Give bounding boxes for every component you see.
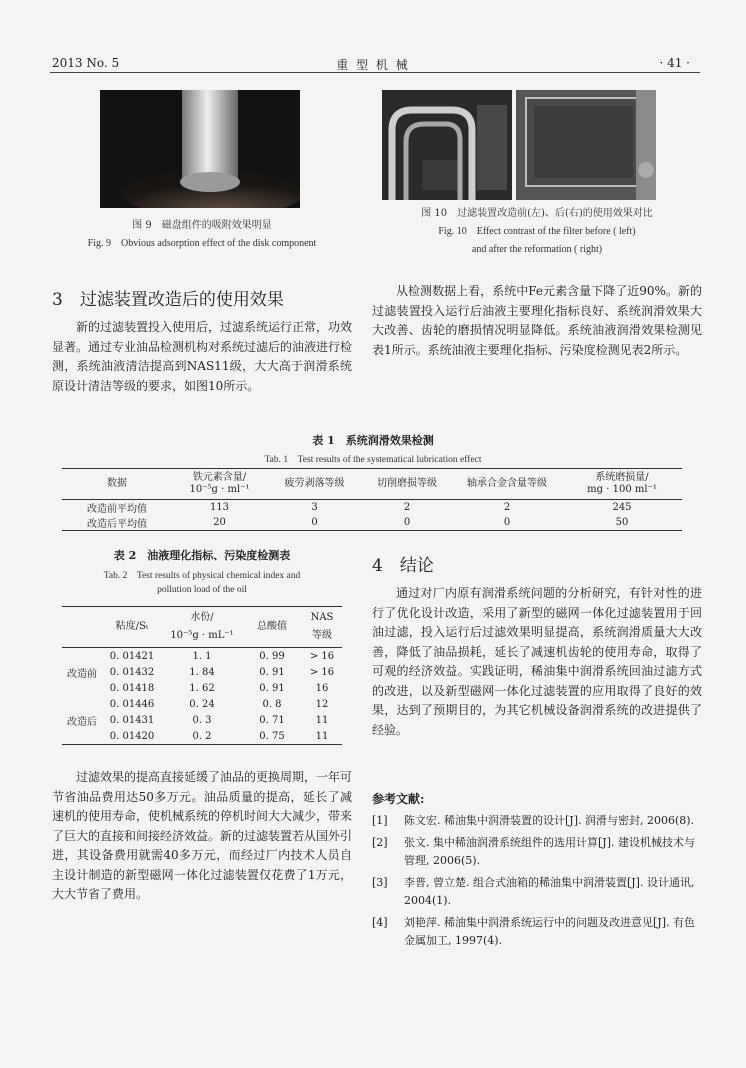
table-2-cell: 0. 01432 [109,666,155,678]
table-2-cell: 0. 91 [259,682,285,694]
table-row [62,515,682,531]
table-2-title-en-line1: Tab. 2 Test results of physical chemical index and [103,571,301,581]
table-2-header-water-line2: 10⁻⁵g · mL⁻¹ [170,630,234,641]
table-1-cell: 2 [503,502,511,513]
figure-10-photo-before [382,90,512,200]
table-1-header-row [62,469,682,500]
table-1-header-wear [562,469,682,500]
table-1-cell: 3 [311,502,318,513]
table-2-cell: 0. 75 [259,730,285,742]
figure-10-caption-en-line1: Fig. 10 Effect contrast of the filter before ( left) [438,226,636,237]
table-2-cell: 0. 71 [259,714,285,726]
table-2-header-viscosity: 粘度/Sₜ [115,621,149,632]
table-1-cell: 50 [615,517,629,528]
table-2-cell: 0. 01446 [109,698,155,710]
table-row [62,648,342,665]
table-2-cell: 1. 1 [192,650,212,662]
table-row [62,500,682,516]
section-3-heading: 3 过滤装置改造后的使用效果 [52,290,284,310]
table-row [62,664,342,680]
figure-10-after-image [516,90,656,200]
table-2-header-row [62,607,342,648]
section-4-heading: 4 结论 [372,556,434,576]
reference-text: 陈文宏. 稀油集中润滑装置的设计[J]. 润滑与密封, 2006(8). [404,814,695,827]
figure-10-before-image [382,90,512,200]
table-2-header-nas-line1: NAS [310,612,334,623]
list-item [372,874,702,910]
table-1-header-wear-line1: 系统磨损量/ [595,472,649,483]
table-2-cell: > 16 [309,650,335,662]
table-1-cell: 113 [209,502,230,513]
table-1-cell: 0 [311,517,318,528]
journal-name: 重 型 机 械 [336,58,410,72]
table-2-cell: 0. 01431 [109,714,155,726]
table-1-header-cutting: 切削磨损等级 [377,478,437,489]
table-row [62,712,342,728]
figure-9-caption-en: Fig. 9 Obvious adsorption effect of the disk component [87,238,317,249]
reference-number: [1] [372,814,388,827]
figure-10-caption-cn: 图 10 过滤装置改造前(左)、后(右)的使用效果对比 [421,208,653,219]
table-2-title-en-line2: pollution load of the oil [157,585,247,595]
table-1-cell: 2 [403,502,411,513]
reference-text: 刘艳萍. 稀油集中润滑系统运行中的问题及改进意见[J]. 有色金属加工, 1997(4). [404,916,695,947]
section-3-paragraph-3: 过滤效果的提高直接延缓了油品的更换周期，一年可节省油品费用达50多万元。油品质量的提高，延长了减速机的使用寿命，使机械系统的停机时间大大减少，带来了巨大的直接和间接经济效益。新的过滤装置若从国外引进，其设备费用就需40多万元，而经过厂内技术人员自主设计制造的新型磁网一体化过滤装置仅花费了1万元，大大节省了费用。 [52,770,353,901]
table-2-cell: 0. 91 [259,666,285,678]
table-row [62,696,342,712]
table-1-header-fe-line1: 铁元素含量/ [192,472,247,483]
reference-number: [4] [372,916,388,929]
figure-10-caption-en-line2: and after the reformation ( right) [471,244,603,255]
table-2-cell: 0. 8 [262,698,282,710]
table-2-header-nas-line2: 等级 [312,630,332,641]
table-1-cell: 0 [503,517,511,528]
table-1-cell: 改造前平均值 [87,504,147,515]
list-item [372,834,702,870]
section-4-paragraph: 通过对厂内原有润滑系统问题的分析研究，有针对性的进行了优化设计改造，采用了新型的磁网一体化过滤装置用于回油过滤，投入运行后过滤效果明显提高，系统润滑质量大大改善，降低了油品损耗，延长了减速机齿轮的使用寿命，取得了可观的经济效益。实践证明，稀油集中润滑系统回油过滤方式的改进，以及新型磁网一体化过滤装置的应用取得了良好的效果，达到了预期目的，为其它机械设备润滑系统的改进提供了经验。 [372,586,702,737]
table-1-header-fatigue: 疲劳剥落等级 [284,478,345,489]
table-2-cell: 0. 3 [192,714,212,726]
references-heading: 参考文献: [372,792,425,806]
table-2-cell: 16 [315,682,329,694]
table-2-header-acid: 总酸值 [257,621,287,632]
table-1-header-wear-line2: mg · 100 ml⁻¹ [587,484,657,495]
table-2-cell: 0. 2 [192,730,212,742]
table-2-title-cn: 表 2 油液理化指标、污染度检测表 [113,549,291,562]
table-2-header-water [162,607,242,648]
table-1-header-fe [172,469,267,500]
table-1-header-fe-line2: 10⁻⁵g · ml⁻¹ [189,484,250,495]
section-3-paragraph-1: 新的过滤装置投入使用后，过滤系统运行正常，功效显著。通过专业油品检测机构对系统过滤后的油液进行检测，系统油液清洁提高到NAS11级，大大高于润滑系统原设计清洁等级的要求，如图10所示。 [52,320,353,393]
table-2-cell: 0. 99 [259,650,285,662]
table-1 [62,468,682,531]
table-2-group-after: 改造后 [67,716,97,728]
references [372,790,702,954]
reference-number: [2] [372,836,388,849]
reference-number: [3] [372,876,388,889]
table-2 [62,606,342,745]
reference-text: 张文. 集中稀油润滑系统组件的选用计算[J]. 建设机械技术与管理, 2006(5). [404,836,695,867]
table-2-header-water-line1: 水份/ [190,612,214,623]
table-1-cell: 改造后平均值 [87,519,147,530]
journal-issue: 2013 No. 5 [52,56,120,70]
table-2-header-nas [302,607,342,648]
table-1-cell: 20 [213,517,226,528]
table-1-cell: 245 [612,502,632,513]
table-1-header-data: 数据 [107,478,127,489]
page-number: · 41 · [659,56,690,70]
figure-9-caption-cn: 图 9 磁盘组件的吸附效果明显 [132,220,272,231]
table-1-header-bearing: 轴承合金含量等级 [467,478,547,489]
header-rule [50,72,700,73]
table-2-cell: 1. 84 [189,666,215,678]
table-2-cell: 0. 01420 [109,730,155,742]
table-2-cell: 0. 01421 [109,650,155,662]
list-item [372,812,702,830]
table-row [62,728,342,745]
table-2-cell: 1. 62 [189,682,215,694]
table-1-cell: 0 [403,517,411,528]
table-1-title-cn: 表 1 系统润滑效果检测 [312,434,434,447]
table-2-cell: 0. 24 [189,698,215,710]
table-2-cell: 0. 01418 [109,682,155,694]
figure-9-photo [100,90,300,208]
figure-10-photo-after [516,90,656,200]
list-item [372,914,702,950]
table-2-cell: 11 [315,714,329,726]
table-2-cell: 11 [315,730,329,742]
table-2-cell: 12 [315,698,329,710]
reference-text: 李普, 曾立楚. 组合式油箱的稀油集中润滑装置[J]. 设计通讯, 2004(1). [404,876,695,907]
table-row [62,680,342,696]
figure-9-image [100,90,300,208]
section-3-paragraph-2: 从检测数据上看，系统中Fe元素含量下降了近90%。新的过滤装置投入运行后油液主要理化指标良好、系统润滑效果大大改善、齿轮的磨损情况明显降低。系统油液润滑效果检测见表1所示。系统油液主要理化指标、污染度检测见表2所示。 [372,284,702,357]
table-2-cell: > 16 [309,666,335,678]
table-1-title-en: Tab. 1 Test results of the systematical lubrication effect [264,455,482,465]
table-2-group-before: 改造前 [67,668,97,680]
